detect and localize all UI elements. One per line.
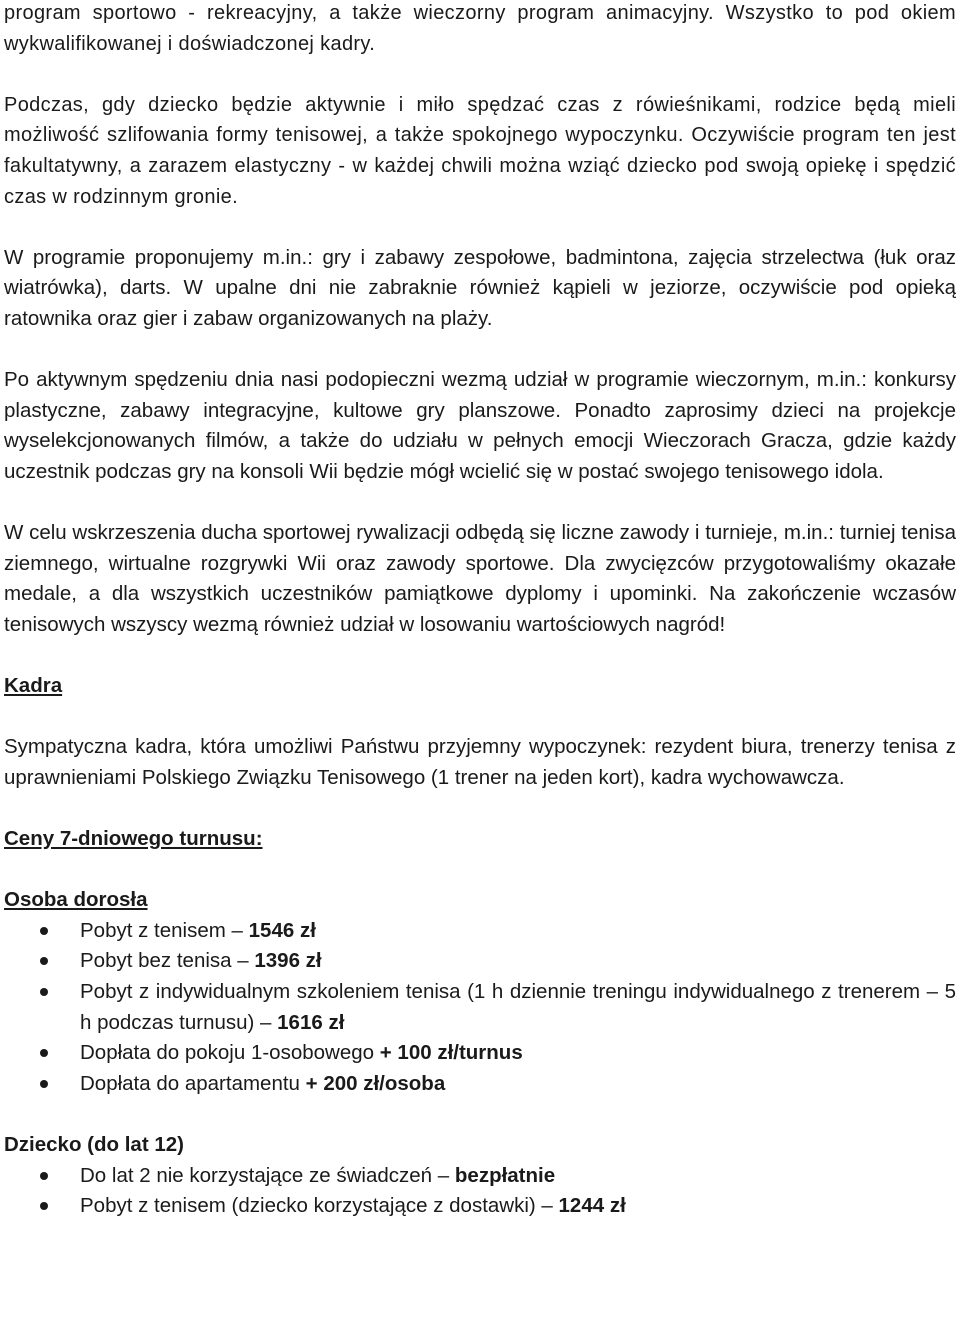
list-item bbox=[4, 1069, 956, 1100]
item-text: Do lat 2 nie korzystające ze świadczeń – bbox=[80, 1163, 455, 1187]
adult-price-list bbox=[4, 916, 956, 1100]
item-price: 1396 zł bbox=[254, 949, 322, 973]
item-text: Dopłata do apartamentu bbox=[80, 1071, 306, 1095]
bullet-icon bbox=[40, 957, 48, 965]
prices-heading: Ceny 7-dniowego turnusu: bbox=[4, 827, 263, 851]
intro-paragraph-1: Podczas, gdy dziecko będzie aktywnie i miło spędzać czas z rówieśnikami, rodzice będą mieli możliwość szlifowania formy tenisowej, a także spokojnego wypoczynku. Oczywiście program ten jest fakultatywny, a zarazem elastyczny - w każdej chwili można wziąć dziecko pod swoją opiekę i spędzić czas w rodzinnym gronie. bbox=[4, 93, 956, 208]
item-text: Pobyt z indywidualnym szkoleniem tenisa (1 h dziennie treningu indywidualnego z trenerem – 5 h podczas turnusu) – bbox=[80, 980, 956, 1034]
item-price: + 200 zł/osoba bbox=[305, 1071, 446, 1095]
list-item bbox=[4, 1038, 956, 1069]
kadra-heading: Kadra bbox=[4, 674, 63, 698]
bullet-icon bbox=[40, 1080, 48, 1088]
list-item bbox=[4, 977, 956, 1038]
list-item bbox=[4, 1161, 956, 1192]
bullet-icon bbox=[40, 1172, 48, 1180]
item-price: 1546 zł bbox=[248, 918, 316, 942]
item-price: 1616 zł bbox=[277, 1010, 345, 1034]
intro-paragraph-4: W celu wskrzeszenia ducha sportowej rywalizacji odbędą się liczne zawody i turnieje, m.in.: turniej tenisa ziemnego, wirtualne rozgrywki Wii oraz zawody sportowe. Dla zwycięzców przygotowaliśmy okazałe medale, a dla wszystkich uczestników pamiątkowe dyplomy i upominki. Na zakończenie wczasów tenisowych wszyscy wezmą również udział w losowaniu wartościowych nagród! bbox=[4, 521, 956, 636]
item-price: + 100 zł/turnus bbox=[379, 1041, 523, 1065]
list-item bbox=[4, 946, 956, 977]
adult-prices-heading: Osoba dorosła bbox=[4, 888, 148, 912]
document-page bbox=[4, 0, 956, 1222]
list-item bbox=[4, 916, 956, 947]
item-text: Pobyt bez tenisa – bbox=[80, 949, 255, 973]
bullet-icon bbox=[40, 988, 48, 996]
bullet-icon bbox=[40, 1049, 48, 1057]
item-price: 1244 zł bbox=[558, 1194, 626, 1218]
intro-paragraph-3: Po aktywnym spędzeniu dnia nasi podopieczni wezmą udział w programie wieczornym, m.in.: konkursy plastyczne, zabawy integracyjne, kultowe gry planszowe. Ponadto zaprosimy dzieci na projekcje wyselekcjonowanych filmów, a także do udziału w pełnych emocji Wieczorach Gracza, gdzie każdy uczestnik podczas gry na konsoli Wii będzie mógł wcielić się w postać swojego tenisowego idola. bbox=[4, 368, 956, 483]
child-price-list bbox=[4, 1161, 956, 1222]
item-text: Pobyt z tenisem (dziecko korzystające z dostawki) – bbox=[80, 1194, 559, 1218]
item-text: Dopłata do pokoju 1-osobowego bbox=[80, 1041, 380, 1065]
child-prices-heading: Dziecko (do lat 12) bbox=[4, 1132, 184, 1156]
kadra-paragraph: Sympatyczna kadra, która umożliwi Państwu przyjemny wypoczynek: rezydent biura, trenerzy tenisa z uprawnieniami Polskiego Związku Tenisowego (1 trener na jeden kort), kadra wychowawcza. bbox=[4, 735, 956, 789]
intro-paragraph-0: program sportowo - rekreacyjny, a także wieczorny program animacyjny. Wszystko to pod okiem wykwalifikowanej i doświadczonej kadry. bbox=[4, 2, 956, 55]
item-price: bezpłatnie bbox=[454, 1163, 556, 1187]
item-text: Pobyt z tenisem – bbox=[80, 918, 249, 942]
bullet-icon bbox=[40, 1202, 48, 1210]
intro-paragraph-2: W programie proponujemy m.in.: gry i zabawy zespołowe, badmintona, zajęcia strzelectwa (łuk oraz wiatrówka), darts. W upalne dni nie zabraknie również kąpieli w jeziorze, oczywiście pod opieką ratownika oraz gier i zabaw organizowanych na plaży. bbox=[4, 245, 956, 330]
bullet-icon bbox=[40, 927, 48, 935]
list-item bbox=[4, 1191, 956, 1222]
